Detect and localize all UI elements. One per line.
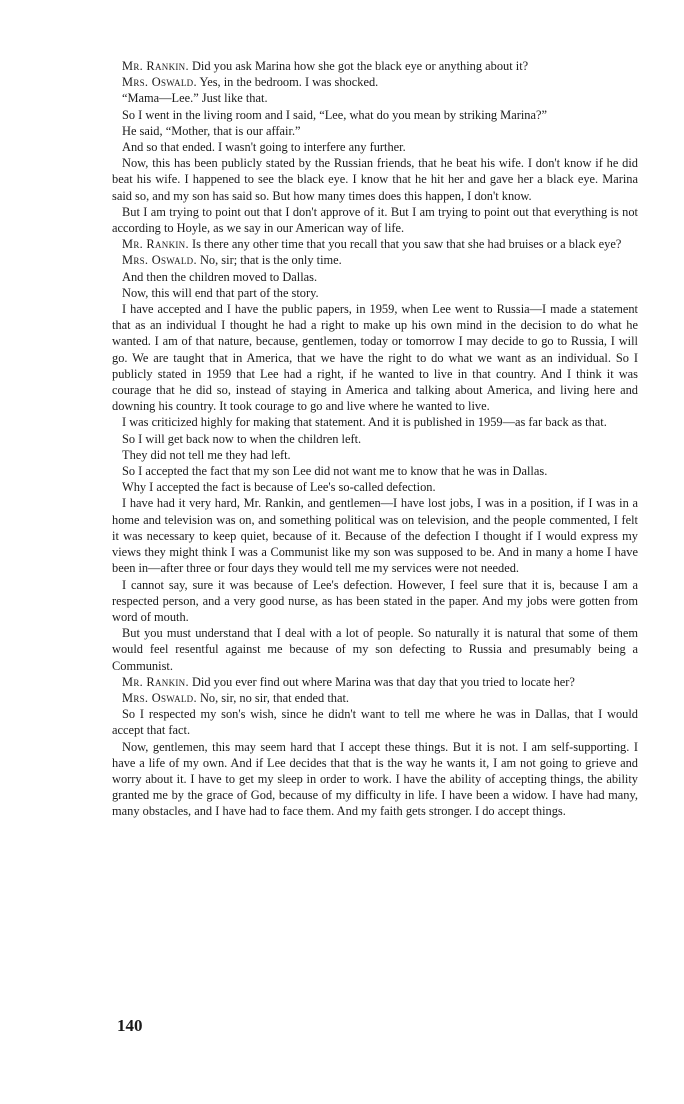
paragraph-text: So I respected my son's wish, since he didn't want to tell me where he was in Dallas, that I would accept that fact. <box>112 707 638 738</box>
paragraph-text: “Mama—Lee.” Just like that. <box>122 91 268 106</box>
paragraph <box>112 58 638 74</box>
paragraph-text: Is there any other time that you recall that you saw that she had bruises or a black eye? <box>188 237 622 252</box>
paragraph-text: So I went in the living room and I said, “Lee, what do you mean by striking Marina?” <box>122 107 547 122</box>
paragraph <box>112 139 638 155</box>
paragraph-text: I was criticized highly for making that statement. And it is published in 1959—as far back as that. <box>122 415 607 430</box>
speaker-name: Mr. Rankin. <box>122 59 189 73</box>
paragraph-text: And then the children moved to Dallas. <box>122 269 318 284</box>
paragraph-text: Why I accepted the fact is because of Lee's so-called defection. <box>122 480 436 495</box>
speaker-name: Mrs. Oswald. <box>122 253 197 268</box>
paragraph-text: Did you ask Marina how she got the black eye or anything about it? <box>188 59 529 73</box>
paragraph <box>112 107 638 123</box>
speaker-name: Mrs. Oswald. <box>122 75 197 90</box>
paragraph-text: Did you ever find out where Marina was that day that you tried to locate her? <box>188 674 575 689</box>
paragraph-text: Yes, in the bedroom. I was shocked. <box>196 75 379 90</box>
paragraph-text: And so that ended. I wasn't going to interfere any further. <box>122 140 406 155</box>
paragraph-text: Now, gentlemen, this may seem hard that I accept these things. But it is not. I am self-supporting. I have a life of my own. And if Lee decides that that is the way he wants it, I am not going to grieve and worry about it. I have to get my sleep in order to work. I have the ability of accepting things, the ability granted me by the grace of God, because of my difficulty in life. I have been a widow. I have had many, many obstacles, and I have had to face them. And my faith gets stronger. I do accept things. <box>112 739 638 819</box>
paragraph <box>112 269 638 285</box>
paragraph <box>112 252 638 268</box>
paragraph <box>112 123 638 139</box>
paragraph-text: I have had it very hard, Mr. Rankin, and gentlemen—I have lost jobs, I was in a position, if I was in a home and television was on, and something political was on television, and the people commented, I felt it was necessary to keep quiet, because of it. Because of the defection I thought if I would express my views they might think I was a Communist like my son was supposed to be. And in many a home I have been in—after three or four days they would tell me my services were not needed. <box>112 496 638 576</box>
paragraph-text: No, sir, no sir, that ended that. <box>196 690 350 705</box>
paragraph <box>112 739 638 820</box>
paragraph-text: But you must understand that I deal with a lot of people. So naturally it is natural that some of them would feel resentful against me because of my son defecting to Russia and presumably being a Communist. <box>112 626 638 673</box>
paragraph <box>112 74 638 90</box>
speaker-name: Mr. Rankin. <box>122 674 189 689</box>
paragraph-text: But I am trying to point out that I don't approve of it. But I am trying to point out that everything is not according to Hoyle, as we say in our American way of life. <box>112 204 638 236</box>
paragraph <box>112 236 638 252</box>
paragraph-text: I cannot say, sure it was because of Lee's defection. However, I feel sure that it is, because I am a respected person, and a very good nurse, as has been stated in the paper. And my jobs were gotten from word of mouth. <box>112 577 638 624</box>
page-number: 140 <box>117 1016 143 1035</box>
paragraph <box>112 463 638 479</box>
paragraph <box>112 495 638 576</box>
paragraph <box>112 414 638 430</box>
paragraph <box>112 204 638 236</box>
paragraph <box>112 431 638 447</box>
document-body <box>112 58 638 820</box>
paragraph <box>112 625 638 674</box>
paragraph <box>112 285 638 301</box>
paragraph <box>112 90 638 106</box>
paragraph-text: Now, this will end that part of the story. <box>122 285 319 300</box>
paragraph <box>112 301 638 414</box>
paragraph <box>112 706 638 738</box>
paragraph-text: So I accepted the fact that my son Lee did not want me to know that he was in Dallas. <box>122 464 548 479</box>
paragraph <box>112 674 638 690</box>
paragraph <box>112 577 638 626</box>
paragraph-text: He said, “Mother, that is our affair.” <box>122 123 301 138</box>
speaker-name: Mrs. Oswald. <box>122 690 197 705</box>
paragraph-text: So I will get back now to when the children left. <box>122 431 362 446</box>
paragraph-text: No, sir; that is the only time. <box>196 253 342 268</box>
speaker-name: Mr. Rankin. <box>122 237 189 252</box>
paragraph <box>112 690 638 706</box>
paragraph-text: They did not tell me they had left. <box>122 447 291 462</box>
paragraph <box>112 155 638 204</box>
paragraph-text: Now, this has been publicly stated by the Russian friends, that he beat his wife. I don't know if he did beat his wife. I happened to see the black eye. I know that he hit her and gave her a black eye. Marina said so, and my son has said so. But how many times does this happen, I don't know. <box>112 156 638 203</box>
paragraph-text: I have accepted and I have the public papers, in 1959, when Lee went to Russia—I made a statement that as an individual I thought he had a right to make up his own mind in the decision to do what he wanted. I am of that nature, because, gentlemen, today or tomorrow I may decide to go to Russia, I will go. We are taught that in America, that we have the right to do what we want as an individual. So I publicly stated in 1959 that Lee had a right, if he wanted to live in that country. And I think it was courage that he did so, instead of staying in America and talking about America, and living here and downing his country. It took courage to go and live where he wanted to live. <box>112 302 638 414</box>
paragraph <box>112 447 638 463</box>
paragraph <box>112 479 638 495</box>
